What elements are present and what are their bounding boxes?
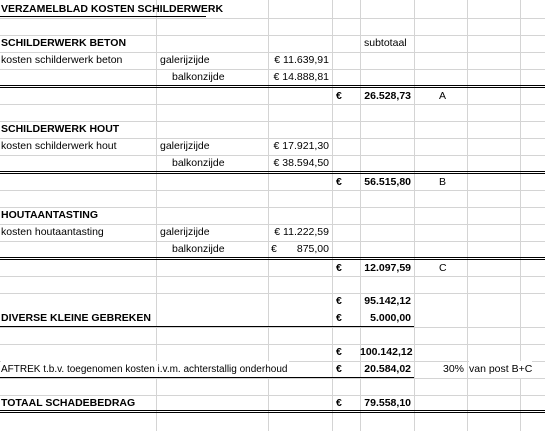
houtaantasting-desc: kosten houtaantasting: [1, 226, 104, 238]
beton-row1-value: € 11.639,91: [274, 54, 329, 66]
houtaantasting-subtotal: 12.097,59: [364, 262, 411, 274]
totaal-currency: €: [336, 397, 342, 409]
hout-letter: B: [439, 176, 447, 188]
houtaantasting-currency: €: [336, 262, 342, 274]
sheet-title: VERZAMELBLAD KOSTEN SCHILDERWERK: [1, 3, 224, 15]
hout-heading-row: [0, 121, 545, 138]
beton-row-2: [0, 69, 545, 86]
aftrek-note: van post B+C: [469, 361, 532, 378]
diverse-row: [0, 310, 545, 327]
aftrek-label: AFTREK t.b.v. toegenomen kosten i.v.m. achterstallig onderhoud: [1, 361, 289, 378]
diverse-currency: €: [336, 312, 342, 324]
hout-desc: kosten schilderwerk hout: [1, 140, 117, 152]
houtaantasting-heading: HOUTAANTASTING: [1, 209, 99, 221]
hout-row-2: [0, 155, 545, 172]
houtaantasting-subtotal-row: [0, 260, 545, 277]
beton-currency: €: [336, 90, 342, 102]
hout-row1-label: galerijzijde: [160, 140, 210, 152]
beton-letter: A: [439, 90, 447, 102]
beton-heading: SCHILDERWERK BETON: [1, 37, 127, 49]
aftrek-row: [0, 361, 545, 378]
beton-subtotal: 26.528,73: [364, 90, 411, 102]
aftrek-value: 20.584,02: [364, 363, 411, 375]
houtaantasting-row2-label: balkonzijde: [172, 243, 225, 255]
hout-subtotal: 56.515,80: [364, 176, 411, 188]
hout-row2-value: € 38.594,50: [273, 157, 329, 169]
sum2-value: 100.142,12: [360, 346, 413, 358]
sum2-row: [0, 344, 545, 361]
diverse-underline: [0, 326, 414, 327]
totaal-label: TOTAAL SCHADEBEDRAG: [1, 397, 136, 409]
beton-row2-label: balkonzijde: [172, 71, 225, 83]
diverse-value: 5.000,00: [370, 312, 411, 324]
houtaantasting-row-2: [0, 241, 545, 258]
beton-desc: kosten schilderwerk beton: [1, 54, 123, 66]
aftrek-percent: 30%: [442, 363, 464, 375]
sum1-currency: €: [336, 295, 342, 307]
sum1-value: 95.142,12: [364, 295, 411, 307]
hout-row1-value: € 17.921,30: [273, 140, 329, 152]
houtaantasting-heading-row: [0, 207, 545, 224]
houtaantasting-row-1: [0, 224, 545, 241]
houtaantasting-row2-value: 875,00: [296, 243, 329, 255]
double-rule: [0, 410, 545, 413]
title-underline: [0, 16, 206, 17]
beton-row2-value: € 14.888,81: [273, 71, 329, 83]
houtaantasting-row1-label: galerijzijde: [160, 226, 210, 238]
subtotaal-header: subtotaal: [364, 37, 407, 49]
sum1-row: [0, 293, 545, 310]
hout-currency: €: [336, 176, 342, 188]
hout-row-1: [0, 138, 545, 155]
totaal-value: 79.558,10: [364, 397, 411, 409]
sum2-currency: €: [336, 346, 342, 358]
aftrek-currency: €: [336, 363, 342, 375]
hout-heading: SCHILDERWERK HOUT: [1, 123, 120, 135]
houtaantasting-row1-value: € 11.222,59: [274, 226, 329, 238]
hout-subtotal-row: [0, 174, 545, 191]
beton-subtotal-row: [0, 88, 545, 105]
beton-row-1: [0, 52, 545, 69]
houtaantasting-letter: C: [439, 262, 447, 274]
beton-heading-row: [0, 35, 545, 52]
diverse-label: DIVERSE KLEINE GEBREKEN: [1, 312, 151, 324]
beton-row1-label: galerijzijde: [160, 54, 210, 66]
hout-row2-label: balkonzijde: [172, 157, 225, 169]
houtaantasting-row2-currency: €: [271, 243, 277, 255]
aftrek-underline: [0, 377, 414, 378]
